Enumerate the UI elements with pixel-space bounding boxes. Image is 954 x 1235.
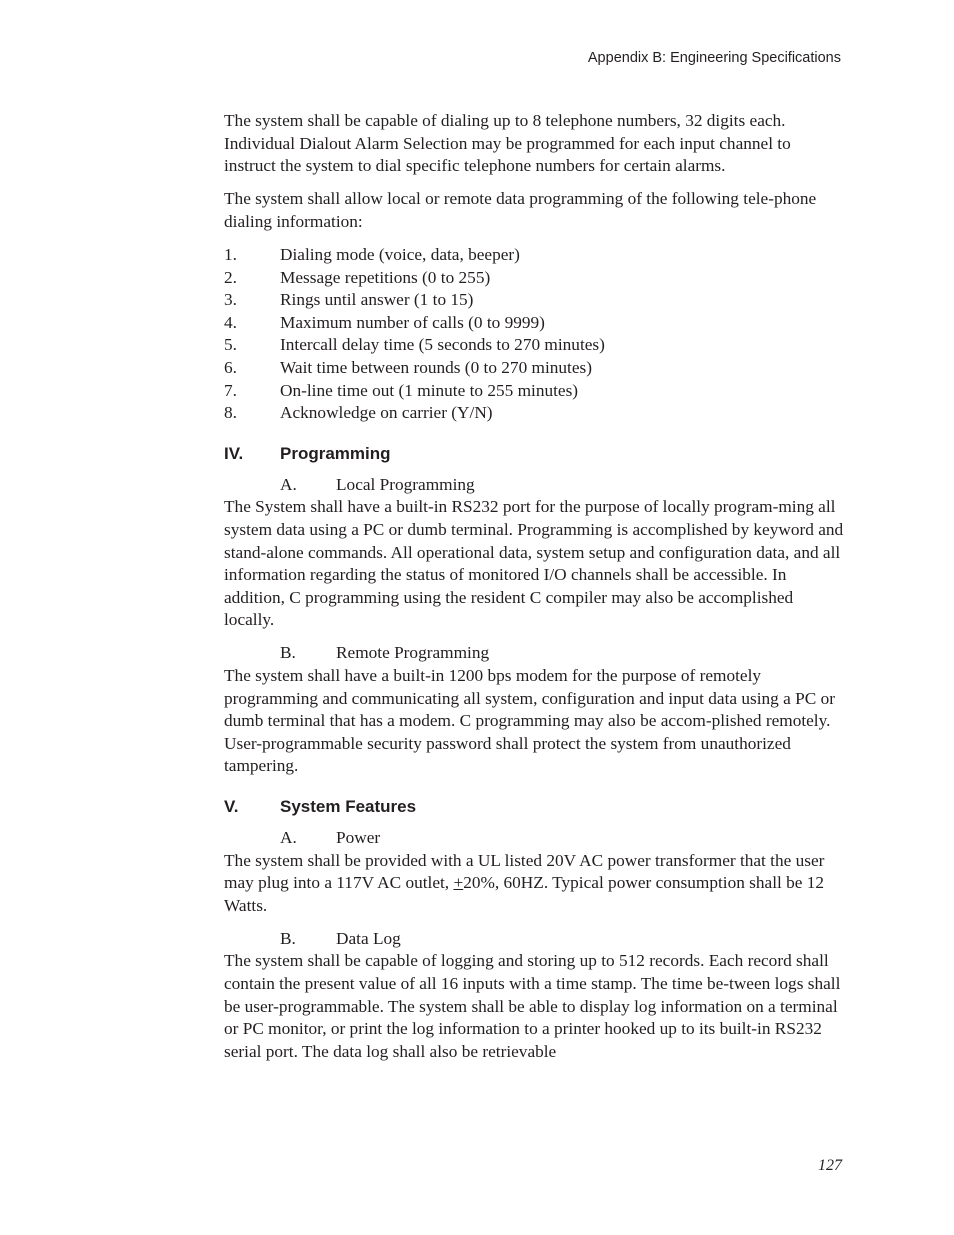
subheading-letter: B. xyxy=(280,643,296,663)
list-item-number: 2. xyxy=(224,267,237,287)
subheading-title: Local Programming xyxy=(336,474,475,494)
data-log-body: The system shall be capable of logging and storing up to 512 records. Each record shall contain the present value of all 16 inputs with a time stamp. The time be-tween logs shall be user-programmable. The system shall be able to display log information on a terminal or PC monitor, or print the log information to a printer hooked up to its built-in RS232 serial port. The data log shall also be retrievable xyxy=(224,951,841,1061)
dialing-info-list xyxy=(224,244,844,425)
list-item-number: 8. xyxy=(224,403,237,423)
section-numeral: IV. xyxy=(224,443,244,463)
list-item-text: Dialing mode (voice, data, beeper) xyxy=(280,244,520,264)
power-body-text-start: The system shall be provided with a UL listed 20V AC power transformer that the user may plug into a 117V AC outlet, xyxy=(224,850,825,893)
subheading-local-programming xyxy=(224,474,844,497)
section-heading-programming xyxy=(224,443,844,465)
list-item xyxy=(224,334,844,357)
power-body-text-end: 20%, 60HZ. Typical power consumption shall be 12 Watts. xyxy=(224,873,825,915)
subheading-power xyxy=(224,827,844,850)
intro-paragraph-2: The system shall allow local or remote data programming of the following tele-phone dialing information: xyxy=(224,189,817,231)
page-number: 127 xyxy=(818,1157,842,1174)
list-item xyxy=(224,312,844,335)
list-item xyxy=(224,402,844,425)
list-item-number: 4. xyxy=(224,312,237,332)
list-item-number: 6. xyxy=(224,357,237,377)
list-item-text: Intercall delay time (5 seconds to 270 minutes) xyxy=(280,335,605,355)
running-header: Appendix B: Engineering Specifications xyxy=(587,50,841,66)
intro-paragraph-1: The system shall be capable of dialing up to 8 telephone numbers, 32 digits each. Individual Dialout Alarm Selection may be programmed for each input channel to instruct the system to dial specific telephone numbers for certain alarms. xyxy=(224,111,791,176)
list-item-number: 3. xyxy=(224,290,237,310)
subheading-title: Remote Programming xyxy=(336,643,490,663)
subheading-data-log xyxy=(224,928,844,951)
power-body xyxy=(224,850,844,918)
subheading-letter: B. xyxy=(280,928,296,948)
list-item-text: On-line time out (1 minute to 255 minutes) xyxy=(280,380,579,400)
list-item-text: Wait time between rounds (0 to 270 minutes) xyxy=(280,357,593,377)
list-item xyxy=(224,380,844,403)
list-item-number: 1. xyxy=(224,244,237,264)
local-programming-body: The System shall have a built-in RS232 port for the purpose of locally program-ming all system data using a PC or dumb terminal. Programming is accomplished by keyword and stand-alone commands. All operational data, system setup and configuration data, and all information regarding the status of monitored I/O channels shall be accessible. In addition, C programming using the resident C compiler may also be accomplished locally. xyxy=(224,497,844,630)
list-item xyxy=(224,289,844,312)
section-heading-system-features xyxy=(224,796,844,818)
subheading-title: Data Log xyxy=(336,928,401,948)
list-item xyxy=(224,244,844,267)
section-title: Programming xyxy=(280,443,391,463)
list-item-text: Maximum number of calls (0 to 9999) xyxy=(280,312,545,332)
section-numeral: V. xyxy=(224,796,239,816)
subheading-title: Power xyxy=(336,827,381,847)
remote-programming-body: The system shall have a built-in 1200 bps modem for the purpose of remotely programming and communicating all system, configuration and input data using a PC or dumb terminal that has a modem. C programming may also be accom-plished remotely. User-programmable security password shall protect the system from unauthorized tampering. xyxy=(224,665,835,776)
subheading-letter: A. xyxy=(280,474,297,494)
subheading-letter: A. xyxy=(280,827,297,847)
list-item-number: 5. xyxy=(224,335,237,355)
list-item xyxy=(224,357,844,380)
list-item-text: Acknowledge on carrier (Y/N) xyxy=(280,403,493,423)
page-content xyxy=(224,110,844,1074)
subheading-remote-programming xyxy=(224,642,844,665)
list-item xyxy=(224,267,844,290)
list-item-number: 7. xyxy=(224,380,237,400)
section-title: System Features xyxy=(280,796,417,816)
list-item-text: Message repetitions (0 to 255) xyxy=(280,267,491,287)
list-item-text: Rings until answer (1 to 15) xyxy=(280,290,474,310)
plus-minus-sign: + xyxy=(453,873,464,893)
